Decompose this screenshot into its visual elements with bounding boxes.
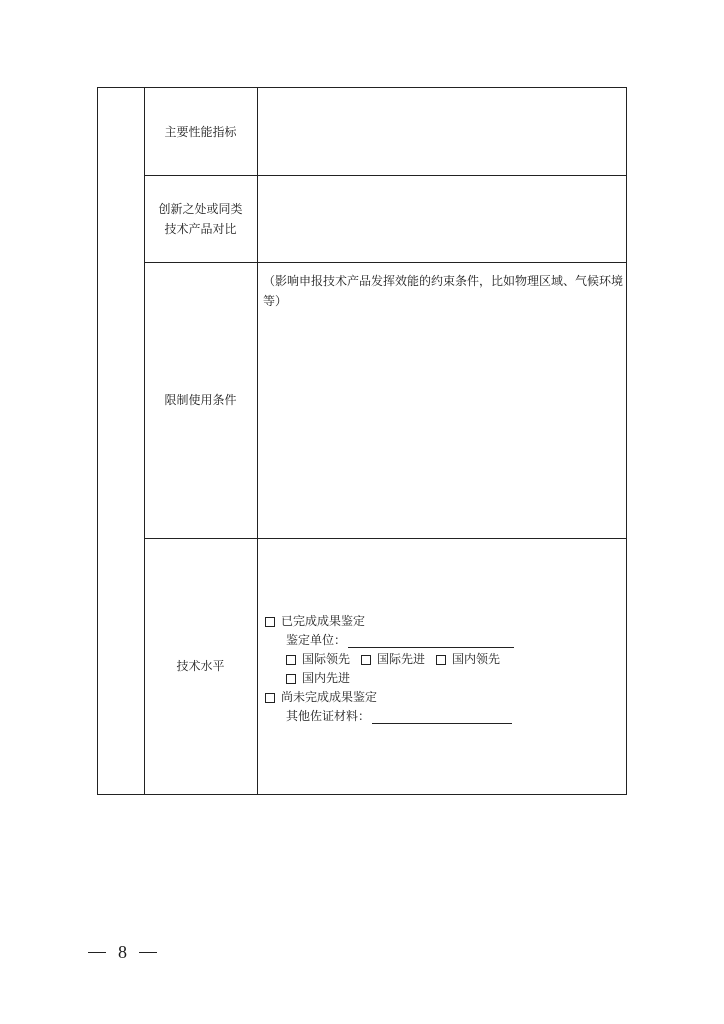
page-footer	[88, 942, 157, 963]
international-leading-checkbox[interactable]	[286, 655, 296, 665]
option-international-leading	[286, 650, 350, 669]
usage-conditions-hint: （影响申报技术产品发挥效能的约束条件，比如物理区域、气候环境等）	[263, 274, 624, 308]
application-form-table	[97, 87, 627, 795]
appraisal-completed-checkbox[interactable]	[265, 617, 275, 627]
option-international-advanced	[361, 650, 425, 669]
footer-dash-right	[139, 952, 157, 953]
option-label: 国内领先	[452, 652, 501, 666]
option-label: 国内先进	[302, 671, 351, 685]
label-technical-level	[144, 538, 257, 794]
other-evidence-row	[265, 707, 615, 726]
row-label-line: 技术水平	[176, 659, 225, 673]
appraisal-unit-label: 鉴定单位：	[286, 633, 347, 647]
footer-dash-left	[88, 952, 106, 953]
page-number: 8	[118, 942, 127, 962]
row-label-line: 创新之处或同类	[158, 201, 243, 216]
label-usage-restrictions	[144, 262, 257, 538]
row-label-line: 技术产品对比	[164, 221, 237, 236]
other-evidence-field[interactable]	[372, 710, 512, 724]
appraisal-not-completed-checkbox[interactable]	[265, 693, 275, 703]
appraisal-not-completed-row	[265, 688, 615, 707]
other-evidence-label: 其他佐证材料：	[286, 709, 371, 723]
level-options-row	[265, 650, 615, 669]
technical-level-options	[265, 612, 615, 726]
domestic-advanced-checkbox[interactable]	[286, 674, 296, 684]
option-label: 国际先进	[377, 652, 426, 666]
label-innovation-comparison	[144, 175, 257, 262]
appraisal-completed-label: 已完成成果鉴定	[281, 614, 366, 628]
label-performance-indicators	[144, 88, 257, 175]
column-divider-right	[257, 88, 258, 794]
appraisal-unit-field[interactable]	[348, 634, 514, 648]
row-label-line: 主要性能指标	[164, 124, 237, 139]
appraisal-not-completed-label: 尚未完成成果鉴定	[281, 690, 378, 704]
row-label-line: 限制使用条件	[164, 393, 237, 407]
domestic-leading-checkbox[interactable]	[436, 655, 446, 665]
international-advanced-checkbox[interactable]	[361, 655, 371, 665]
option-domestic-advanced	[286, 669, 350, 688]
appraisal-completed-row	[265, 612, 615, 631]
option-label: 国际领先	[302, 652, 351, 666]
level-options-row-2	[265, 669, 615, 688]
appraisal-unit-row	[265, 631, 615, 650]
option-domestic-leading	[436, 650, 500, 669]
